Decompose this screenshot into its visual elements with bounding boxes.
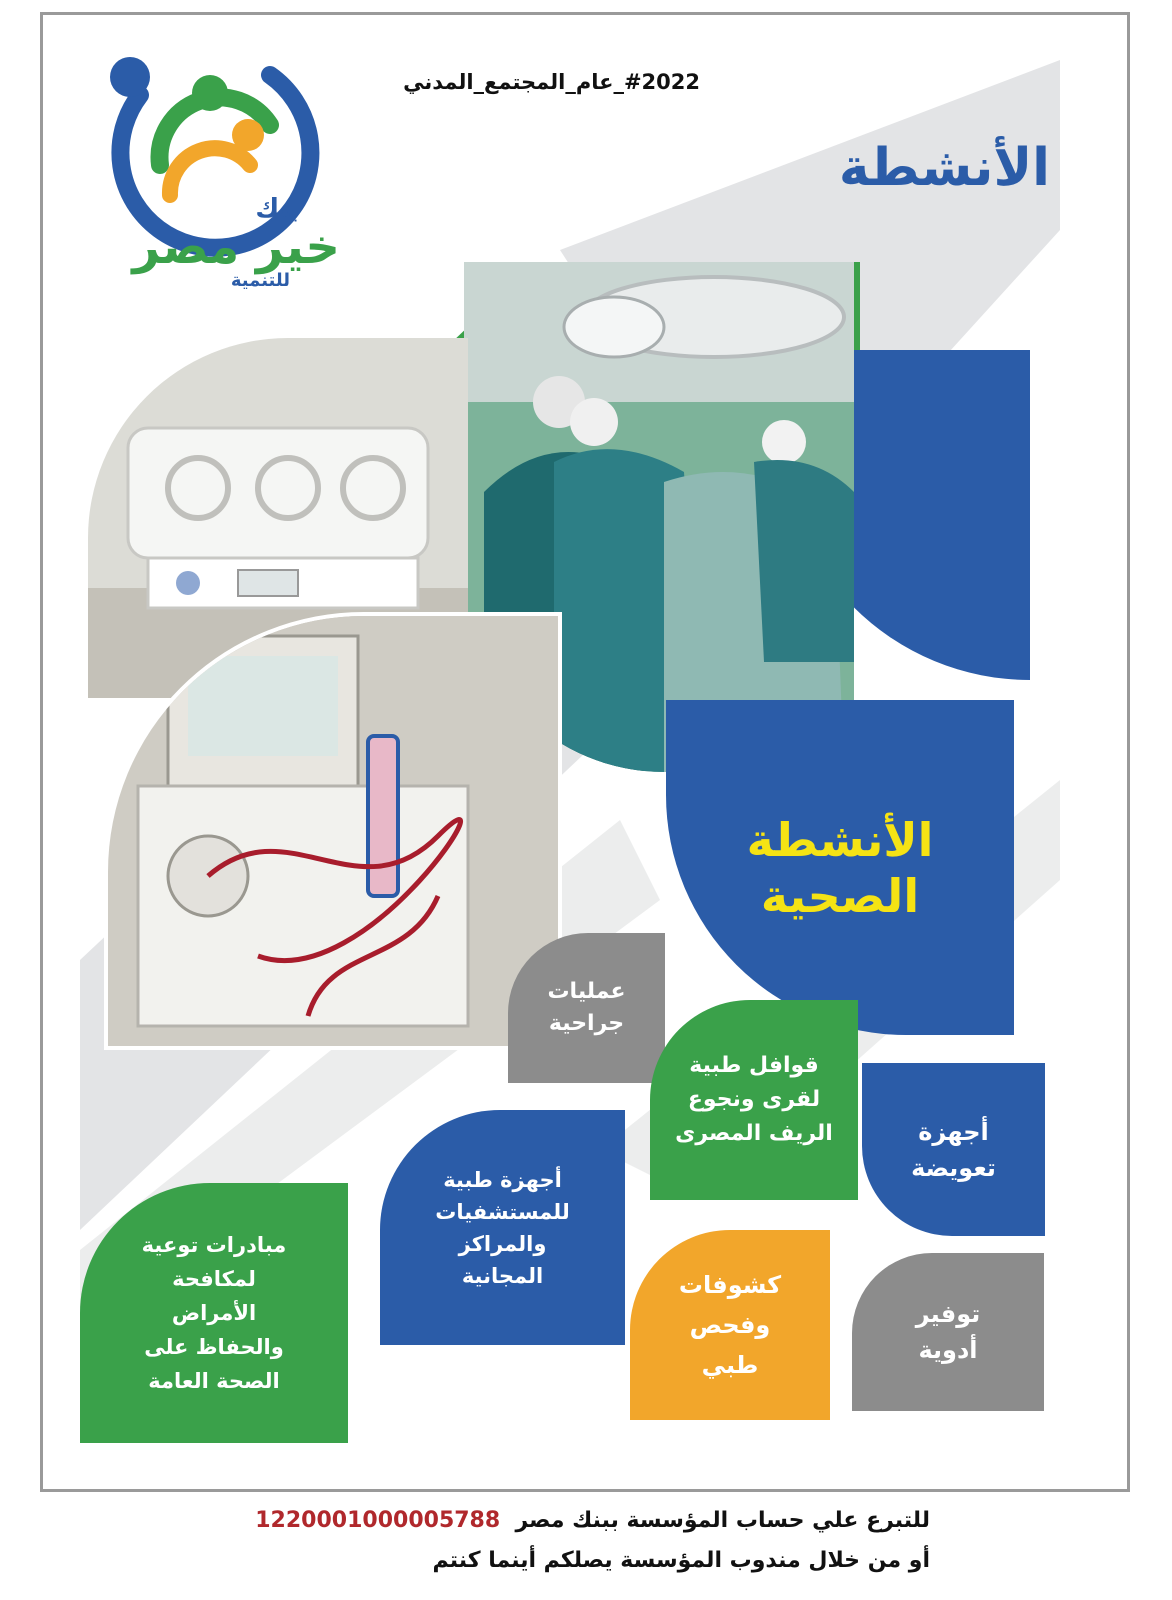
activity-line: لمكافحة [172,1267,256,1291]
activity-line: أدوية [918,1336,978,1364]
activity-line: للمستشفيات [435,1199,570,1224]
activity-line: أجهزة طبية [443,1167,562,1192]
donation-line [200,1508,930,1533]
hashtag-text: #2022_عام_المجتمع_المدني [403,70,700,94]
activity-line: تعويضة [911,1153,996,1182]
activity-line: عمليات [547,979,626,1004]
activity-line: الصحة العامة [148,1369,280,1393]
activity-line: مبادرات توعية [141,1233,287,1257]
activity-prosthetics [862,1063,1045,1236]
logo-word-khair-masr: خير مصر [132,219,340,275]
activity-line: الريف المصرى [675,1121,833,1146]
logo-word-development: للتنمية [230,270,290,291]
activity-line: أجهزة [918,1117,989,1146]
section-title-line2: الصحية [760,868,920,923]
donation-text: للتبرع علي حساب المؤسسة ببنك مصر [515,1508,930,1533]
activity-line: وفحص [689,1311,771,1339]
activity-line: توفير [915,1300,981,1328]
account-number: 1220001000005788 [255,1508,501,1533]
activity-hospital-equipment [380,1110,625,1345]
activity-line: الأمراض [171,1301,257,1325]
activity-awareness [80,1183,348,1443]
activity-line: والحفاظ على [144,1335,284,1359]
activity-caravans [650,1000,858,1200]
page-title: الأنشطة [838,138,1050,198]
activity-medicines [852,1253,1044,1411]
activity-checkups [630,1230,830,1420]
activity-line: كشوفات [678,1271,782,1299]
activity-line: قوافل طبية [689,1053,819,1078]
representative-line: أو من خلال مندوب المؤسسة يصلكم أينما كنتم [432,1548,930,1573]
section-title-line1: الأنشطة [746,812,934,867]
activity-line: والمراكز [458,1231,547,1256]
activity-surgeries [508,933,665,1083]
logo-word-bank: بنك [255,194,300,224]
activity-line: جراحية [548,1011,625,1036]
activity-line: المجانية [461,1263,544,1288]
activity-line: طبي [701,1351,759,1379]
activity-line: لقرى ونجوع [687,1087,821,1112]
